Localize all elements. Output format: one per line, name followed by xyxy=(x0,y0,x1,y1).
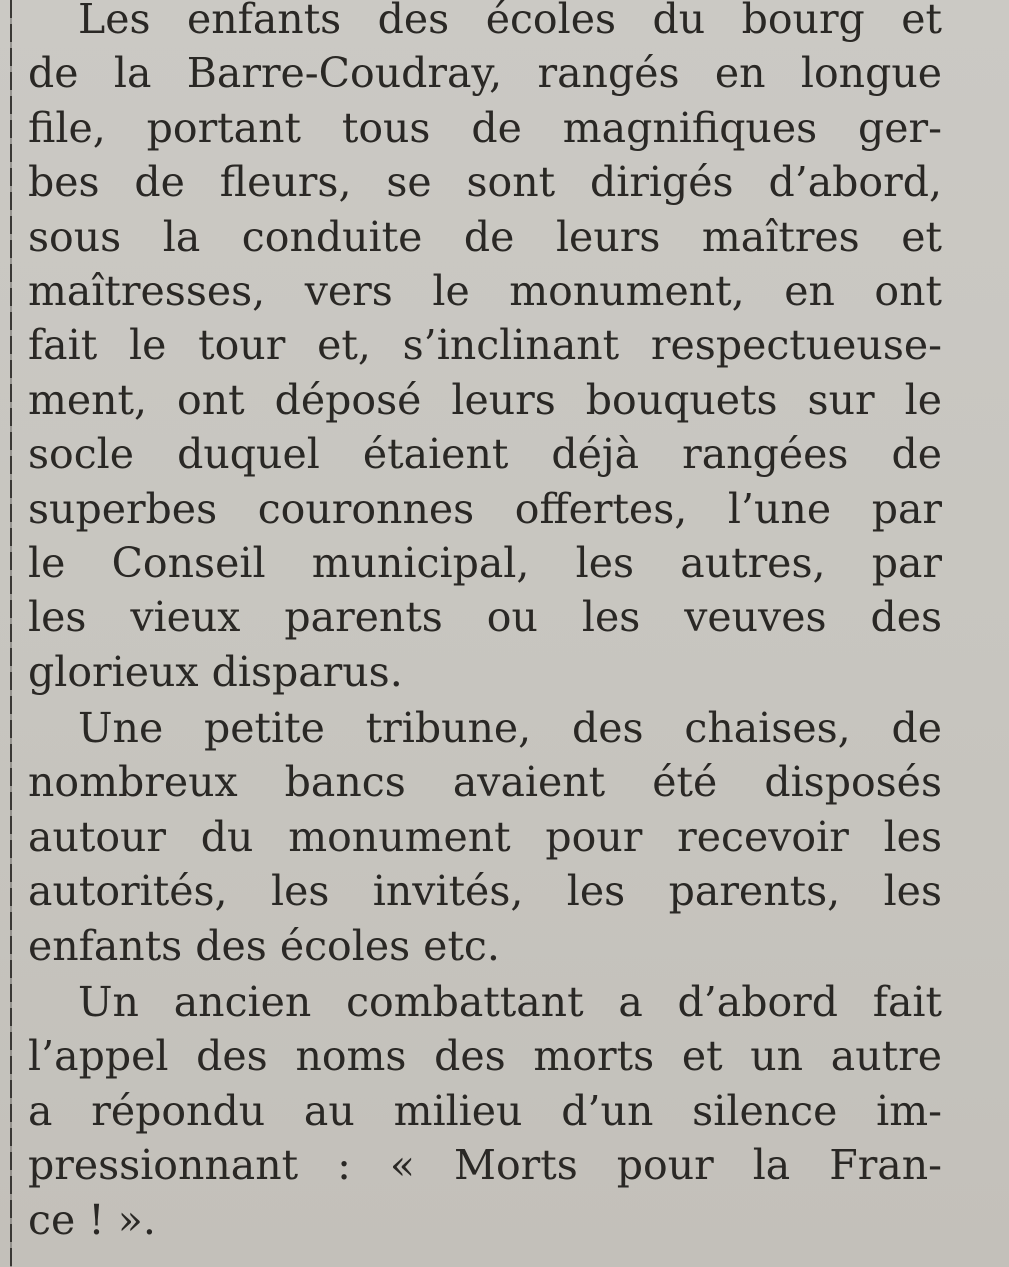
text-line: socle duquel étaient déjà rangées de xyxy=(28,430,942,479)
text-line: ce ! ». xyxy=(28,1195,156,1244)
text-line: a répondu au milieu d’un silence im- xyxy=(28,1086,942,1135)
text-line: sous la conduite de leurs maîtres et xyxy=(28,212,942,261)
article-column xyxy=(28,0,942,1247)
text-line: l’appel des noms des morts et un autre xyxy=(28,1032,942,1081)
text-line: Une petite tribune, des chaises, de xyxy=(78,704,942,753)
text-line: autour du monument pour recevoir les xyxy=(28,812,942,861)
text-line: superbes couronnes offertes, l’une par xyxy=(28,484,942,533)
text-line: nombreux bancs avaient été disposés xyxy=(28,758,942,807)
text-line: file, portant tous de magnifiques ger- xyxy=(28,103,942,152)
text-line: les vieux parents ou les veuves des xyxy=(28,593,942,642)
text-line: fait le tour et, s’inclinant respectueuse- xyxy=(28,321,942,370)
text-line: enfants des écoles etc. xyxy=(28,921,500,970)
text-line: glorieux disparus. xyxy=(28,647,403,696)
text-line: pressionnant : « Morts pour la Fran- xyxy=(28,1141,942,1190)
text-line: Un ancien combattant a d’abord fait xyxy=(78,978,942,1027)
text-line: de la Barre-Coudray, rangés en longue xyxy=(28,49,942,98)
text-line: maîtresses, vers le monument, en ont xyxy=(28,266,942,315)
paragraph-3 xyxy=(28,975,942,1247)
paragraph-1 xyxy=(28,0,942,699)
text-line: ment, ont déposé leurs bouquets sur le xyxy=(28,375,942,424)
text-line: autorités, les invités, les parents, les xyxy=(28,867,942,916)
text-line: Les enfants des écoles du bourg et xyxy=(78,0,942,43)
column-rule xyxy=(10,0,12,1267)
paragraph-2 xyxy=(28,701,942,973)
text-line: bes de fleurs, se sont dirigés d’abord, xyxy=(28,158,942,207)
text-line: le Conseil municipal, les autres, par xyxy=(28,538,942,587)
